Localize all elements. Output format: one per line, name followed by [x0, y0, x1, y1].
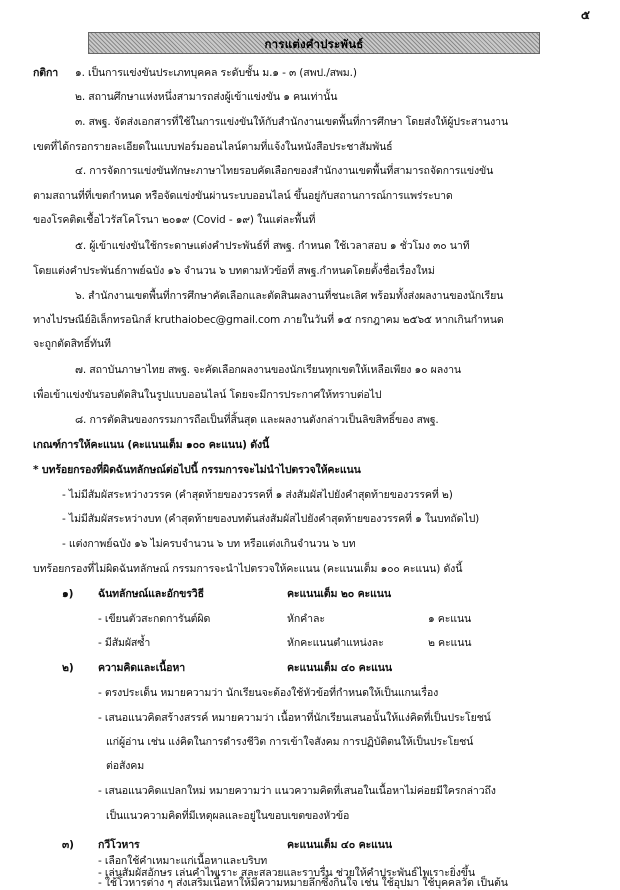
deduction-points: ๒ คะแนน	[428, 637, 472, 649]
page-number: ๕	[580, 8, 590, 22]
criteria-line: - ใช้โวหารต่าง ๆ ส่งเสริมเนื้อหาให้มีความหมายลึกซึ้งกินใจ เช่น ใช้อุปมา ใช้บุคคลวัต เป็นต้น	[98, 877, 508, 889]
rule-line: ทางไปรษณีย์อิเล็กทรอนิกส์ kruthaiobec@gmail.com ภายในวันที่ ๑๕ กรกฎาคม ๒๕๖๕ หากเกินกำหนด	[33, 314, 504, 326]
criteria-line: - เลือกใช้คำเหมาะแก่เนื้อหาและบริบท	[98, 855, 268, 867]
section-full-score: คะแนนเต็ม ๔๐ คะแนน	[287, 839, 392, 851]
section-title: ฉันทลักษณ์และอักขรวิธี	[98, 588, 204, 600]
score-intro: บทร้อยกรองที่ไม่ผิดฉันทลักษณ์ กรรมการจะนำไปตรวจให้คะแนน (คะแนนเต็ม ๑๐๐ คะแนน) ดังนี้	[33, 563, 463, 575]
section-number: ๒)	[62, 662, 74, 674]
section-full-score: คะแนนเต็ม ๔๐ คะแนน	[287, 662, 392, 674]
rule-line: ๕. ผู้เข้าแข่งขันใช้กระดาษแต่งคำประพันธ์ที่ สพฐ. กำหนด ใช้เวลาสอบ ๑ ชั่วโมง ๓๐ นาที	[75, 240, 470, 252]
section-number: ๑)	[62, 588, 74, 600]
criteria-line: แก่ผู้อ่าน เช่น แง่คิดในการดำรงชีวิต การเข้าใจสังคม การปฏิบัติตนให้เป็นประโยชน์	[106, 736, 474, 748]
rule-line: ๓. สพฐ. จัดส่งเอกสารที่ใช้ในการแข่งขันให้กับสำนักงานเขตพื้นที่การศึกษา โดยส่งให้ผู้ประสานงาน	[75, 116, 509, 128]
criteria-line: - เสนอแนวคิดสร้างสรรค์ หมายความว่า เนื้อหาที่นักเรียนเสนอนั้นให้แง่คิดที่เป็นประโยชน์	[98, 712, 491, 724]
criteria-line: - เล่นสัมผัสอักษร เล่นคำไพเราะ สละสลวยและราบรื่น ช่วยให้คำประพันธ์ไพเราะยิ่งขึ้น	[98, 867, 475, 879]
rule-line: ๑. เป็นการแข่งขันประเภทบุคคล ระดับชั้น ม.๑ - ๓ (สพป./สพม.)	[75, 67, 357, 79]
no-score-item: - ไม่มีสัมผัสระหว่างบท (คำสุดท้ายของบทต้นส่งสัมผัสไปยังคำสุดท้ายของวรรคที่ ๑ ในบทถัดไป)	[62, 513, 480, 525]
rule-line: ๖. สำนักงานเขตพื้นที่การศึกษาคัดเลือกและตัดสินผลงานที่ชนะเลิศ พร้อมทั้งส่งผลงานของนักเรียน	[75, 290, 504, 302]
criteria-line: - เสนอแนวคิดแปลกใหม่ หมายความว่า แนวความคิดที่เสนอในเนื้อหาไม่ค่อยมีใครกล่าวถึง	[98, 785, 496, 797]
deduction-rule: หักคะแนนตำแหน่งละ	[287, 637, 384, 649]
rule-line: ของโรคติดเชื้อไวรัสโคโรนา ๒๐๑๙ (Covid - ๑๙) ในแต่ละพื้นที่	[33, 214, 316, 226]
rule-line: ๔. การจัดการแข่งขันทักษะภาษาไทยรอบคัดเลือกของสำนักงานเขตพื้นที่สามารถจัดการแข่งขัน	[75, 165, 494, 177]
criteria-line: ต่อสังคม	[106, 760, 145, 772]
section-title: การแต่งคำประพันธ์	[264, 37, 364, 51]
criteria-line: - ตรงประเด็น หมายความว่า นักเรียนจะต้องใช้หัวข้อที่กำหนดให้เป็นแกนเรื่อง	[98, 687, 439, 699]
no-score-heading: * บทร้อยกรองที่ผิดฉันทลักษณ์ต่อไปนี้ กรรมการจะไม่นำไปตรวจให้คะแนน	[33, 464, 361, 476]
no-score-item: - ไม่มีสัมผัสระหว่างวรรค (คำสุดท้ายของวรรคที่ ๑ ส่งสัมผัสไปยังคำสุดท้ายของวรรคที่ ๒)	[62, 489, 453, 501]
rule-line: ๗. สถาบันภาษาไทย สพฐ. จะคัดเลือกผลงานของนักเรียนทุกเขตให้เหลือเพียง ๑๐ ผลงาน	[75, 364, 461, 376]
deduction-rule: หักคำละ	[287, 613, 325, 625]
criteria-line: เป็นแนวความคิดที่มีเหตุผลและอยู่ในขอบเขตของหัวข้อ	[106, 810, 350, 822]
rule-line: เขตที่ได้กรอกรายละเอียดในแบบฟอร์มออนไลน์ตามที่แจ้งในหนังสือประชาสัมพันธ์	[33, 141, 393, 153]
section-title: ความคิดและเนื้อหา	[98, 662, 186, 674]
deduction-item: - มีสัมผัสซ้ำ	[98, 637, 151, 649]
rules-label: กติกา	[33, 67, 59, 79]
rule-line: เพื่อเข้าแข่งขันรอบตัดสินในรูปแบบออนไลน์ โดยจะมีการประกาศให้ทราบต่อไป	[33, 389, 382, 401]
section-full-score: คะแนนเต็ม ๒๐ คะแนน	[287, 588, 391, 600]
rule-line: ๘. การตัดสินของกรรมการถือเป็นที่สิ้นสุด และผลงานดังกล่าวเป็นลิขสิทธิ์ของ สพฐ.	[75, 414, 439, 426]
rule-line: โดยแต่งคำประพันธ์กาพย์ฉบัง ๑๖ จำนวน ๖ บทตามหัวข้อที่ สพฐ.กำหนดโดยตั้งชื่อเรื่องใหม่	[33, 265, 435, 277]
section-number: ๓)	[62, 839, 74, 851]
deduction-item: - เขียนตัวสะกดการันต์ผิด	[98, 613, 211, 625]
rule-line: จะถูกตัดสิทธิ์ทันที	[33, 338, 111, 350]
rule-line: ตามสถานที่ที่เขตกำหนด หรือจัดแข่งขันผ่านระบบออนไลน์ ขึ้นอยู่กับสถานการณ์การแพร่ระบาด	[33, 190, 453, 202]
section-title-bar	[88, 32, 540, 54]
criteria-heading: เกณฑ์การให้คะแนน (คะแนนเต็ม ๑๐๐ คะแนน) ดังนี้	[33, 439, 270, 451]
no-score-item: - แต่งกาพย์ฉบัง ๑๖ ไม่ครบจำนวน ๖ บท หรือแต่งเกินจำนวน ๖ บท	[62, 538, 356, 550]
deduction-points: ๑ คะแนน	[428, 613, 472, 625]
section-title: กวีโวหาร	[98, 839, 140, 851]
rule-line: ๒. สถานศึกษาแห่งหนึ่งสามารถส่งผู้เข้าแข่งขัน ๑ คนเท่านั้น	[75, 91, 338, 103]
